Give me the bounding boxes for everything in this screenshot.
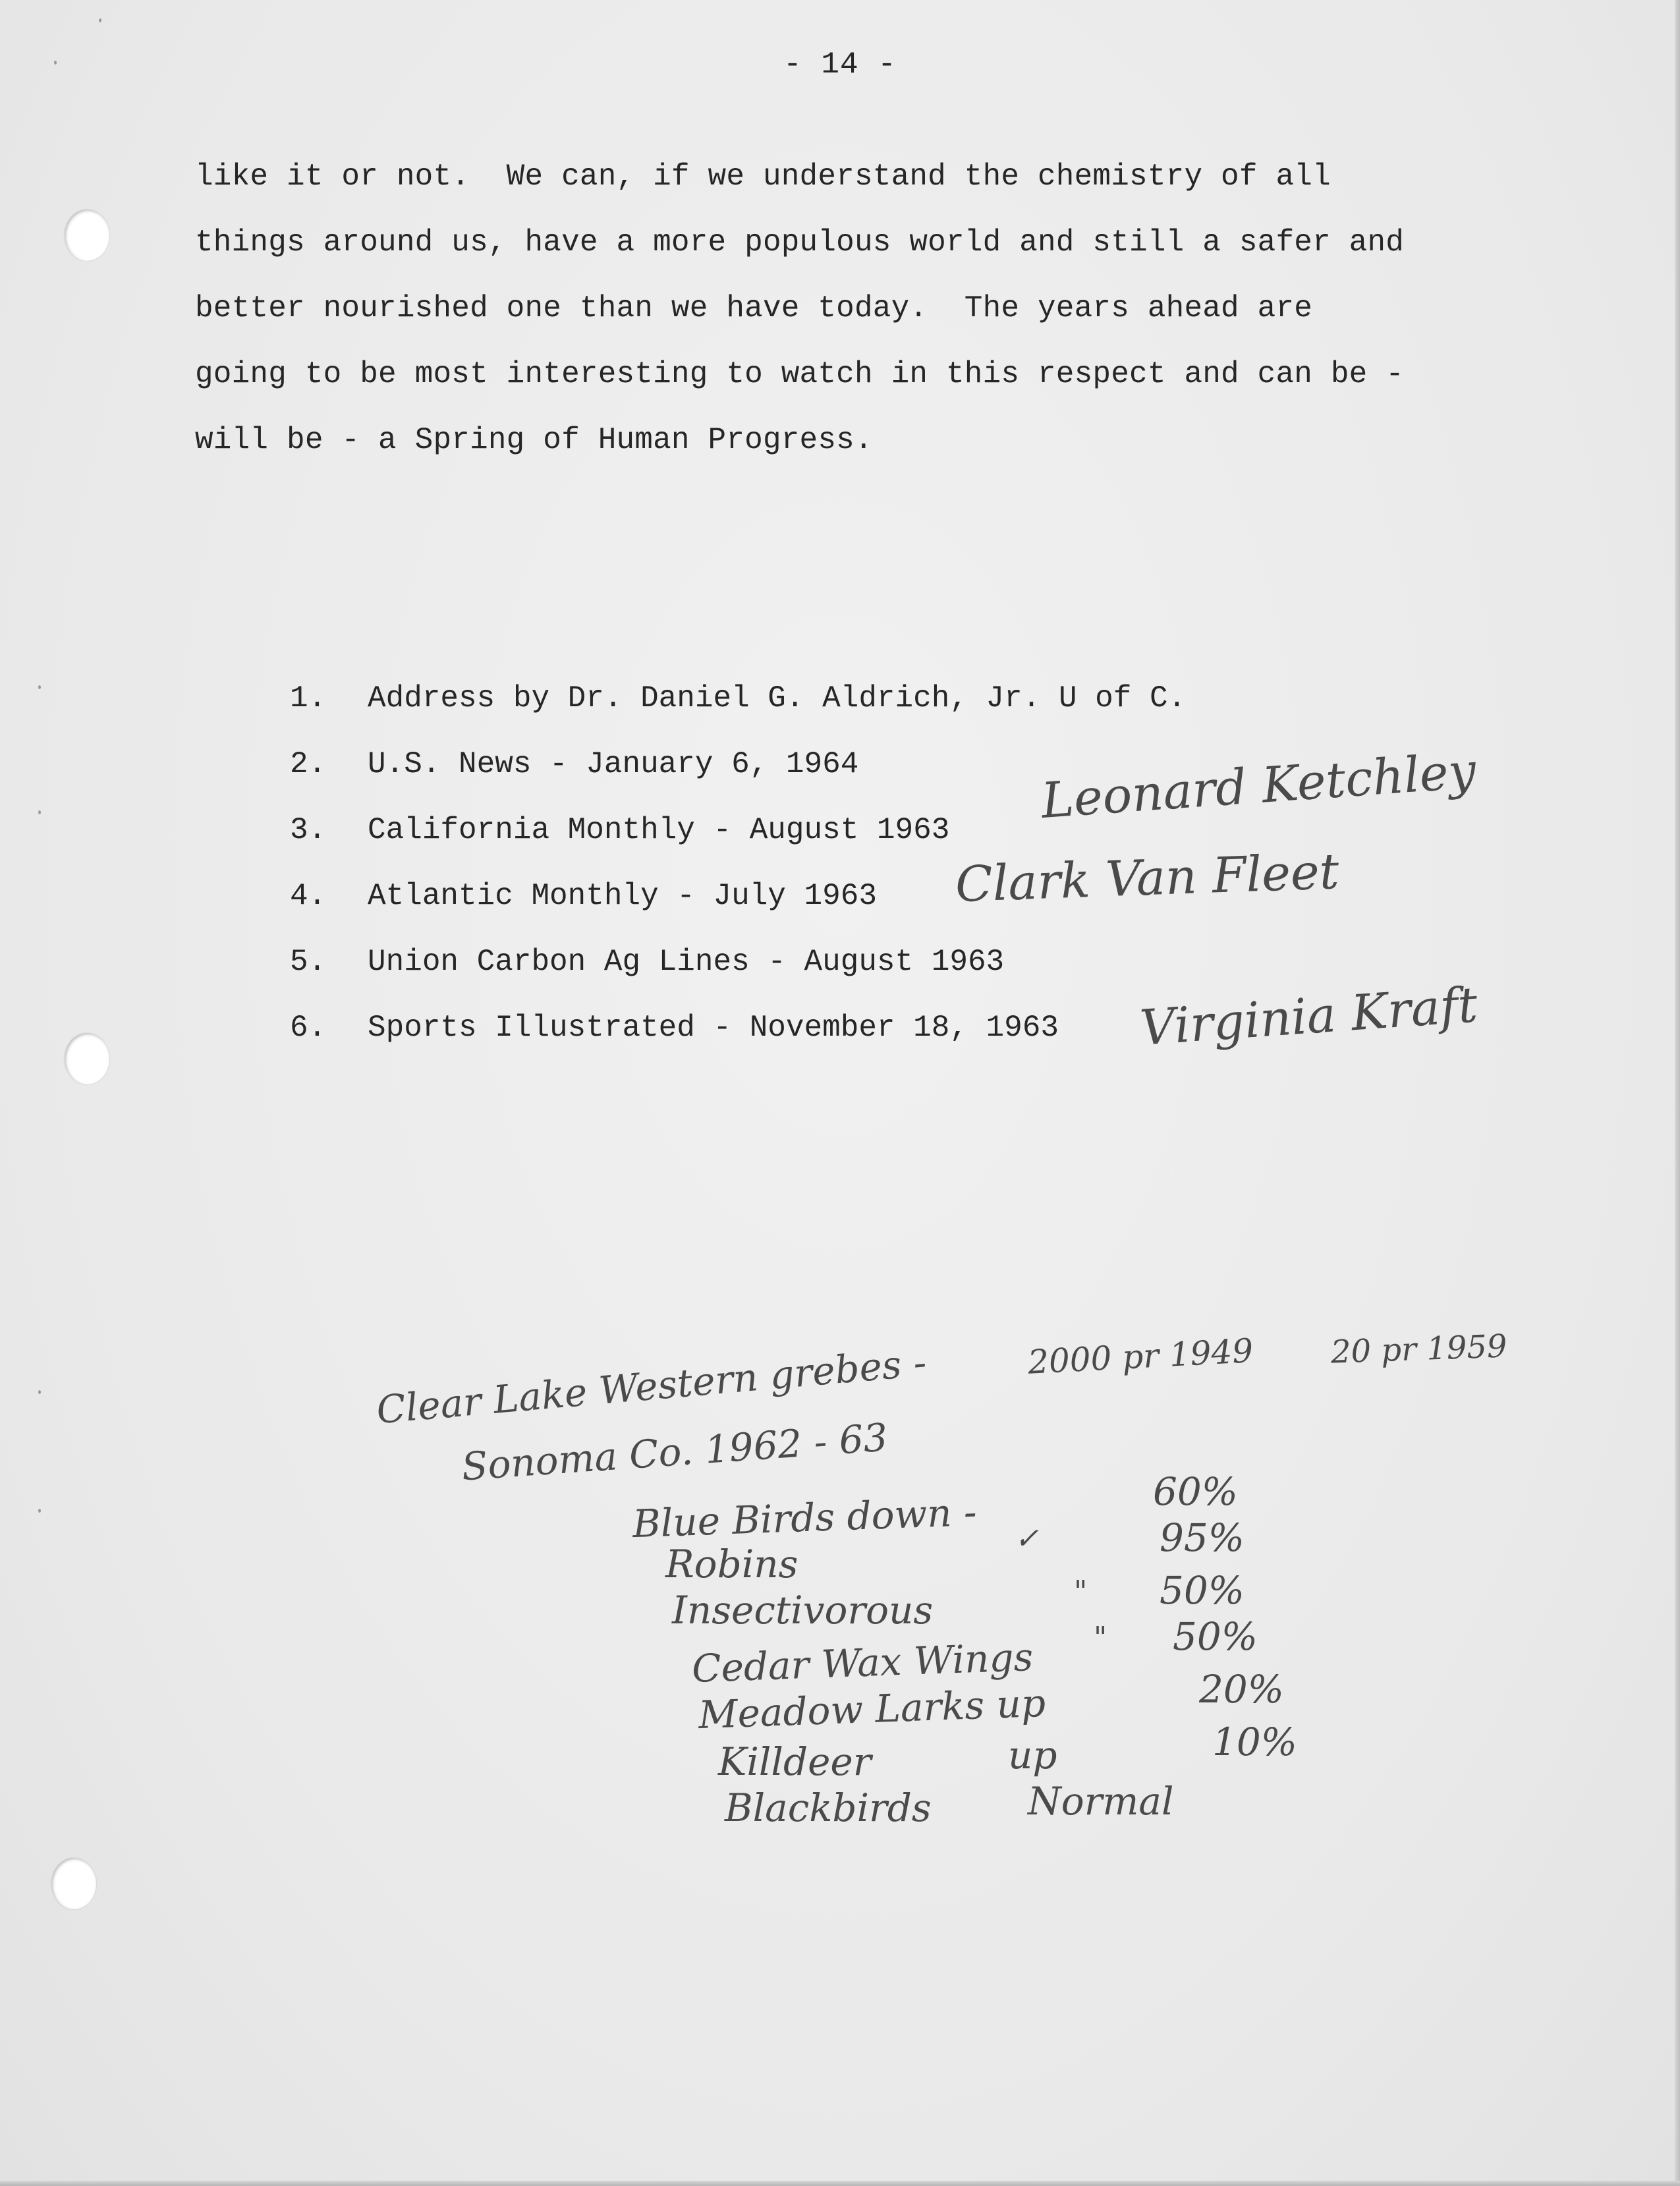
- handwritten-bird-value: 20%: [1199, 1667, 1284, 1712]
- paragraph-line: will be - a Spring of Human Progress.: [195, 423, 873, 457]
- paragraph-line: like it or not. We can, if we understand the chemistry of all: [195, 159, 1331, 194]
- handwritten-bird-mark: Normal: [1028, 1779, 1174, 1824]
- body-paragraph: [195, 144, 1513, 473]
- handwritten-bird-name: Robins: [665, 1542, 798, 1586]
- handwritten-bird-value: 10%: [1212, 1720, 1297, 1764]
- handwritten-bird-mark: ": [1094, 1621, 1107, 1654]
- reference-number: 5.: [290, 945, 327, 979]
- handwritten-bird-value: 60%: [1153, 1469, 1238, 1514]
- handwritten-bird-value: 50%: [1160, 1568, 1245, 1613]
- handwritten-bird-mark: up: [1008, 1733, 1057, 1778]
- reference-item: [290, 665, 1186, 731]
- page-edge-right: [1675, 0, 1680, 2186]
- punch-hole-top: [65, 210, 109, 261]
- page-number: - 14 -: [783, 47, 897, 82]
- paper-speck: [38, 1509, 41, 1513]
- handwritten-count-1949: 2000 pr 1949: [1026, 1331, 1254, 1382]
- punch-hole-middle: [65, 1033, 109, 1084]
- handwritten-bird-name: Killdeer: [718, 1739, 872, 1784]
- reference-number: 4.: [290, 879, 327, 913]
- reference-number: 3.: [290, 813, 327, 847]
- handwritten-note-line2: Sonoma Co. 1962 - 63: [460, 1415, 889, 1490]
- handwritten-name-ref4: Clark Van Fleet: [954, 843, 1340, 914]
- paragraph-line: better nourished one than we have today. The years ahead are: [195, 291, 1313, 325]
- paper-speck: [38, 1390, 41, 1394]
- reference-number: 2.: [290, 747, 327, 781]
- reference-text: Atlantic Monthly - July 1963: [368, 879, 877, 913]
- reference-text: Union Carbon Ag Lines - August 1963: [368, 945, 1005, 979]
- handwritten-bird-name: Insectivorous: [672, 1588, 934, 1633]
- handwritten-bird-mark: ✓: [1015, 1522, 1039, 1555]
- page-edge-bottom: [0, 2181, 1680, 2186]
- handwritten-name-ref6: Virginia Kraft: [1138, 976, 1480, 1057]
- paragraph-line: going to be most interesting to watch in this respect and can be -: [195, 357, 1405, 391]
- handwritten-bird-name: Meadow Larks up: [697, 1680, 1047, 1738]
- reference-number: 1.: [290, 681, 327, 715]
- reference-text: California Monthly - August 1963: [368, 813, 950, 847]
- reference-text: Address by Dr. Daniel G. Aldrich, Jr. U of C.: [368, 681, 1187, 715]
- handwritten-bird-mark: ": [1074, 1575, 1088, 1608]
- punch-hole-bottom: [51, 1858, 96, 1909]
- reference-number: 6.: [290, 1011, 327, 1045]
- handwritten-bird-name: Blackbirds: [725, 1785, 932, 1830]
- handwritten-bird-value: 50%: [1173, 1614, 1258, 1659]
- paper-speck: [99, 18, 101, 22]
- handwritten-bird-name: Cedar Wax Wings: [690, 1634, 1034, 1692]
- handwritten-name-ref3: Leonard Ketchley: [1039, 743, 1478, 829]
- handwritten-count-1959: 20 pr 1959: [1330, 1328, 1508, 1371]
- paper-speck: [38, 685, 41, 689]
- reference-item: [290, 995, 1186, 1061]
- handwritten-bird-name: Blue Birds down -: [631, 1489, 978, 1547]
- handwritten-note-line1: Clear Lake Western grebes -: [374, 1339, 928, 1433]
- reference-item: [290, 929, 1186, 995]
- handwritten-bird-value: 95%: [1160, 1515, 1245, 1560]
- reference-text: U.S. News - January 6, 1964: [368, 747, 859, 781]
- paper-speck: [38, 810, 41, 814]
- reference-text: Sports Illustrated - November 18, 1963: [368, 1011, 1059, 1045]
- paragraph-line: things around us, have a more populous world and still a safer and: [195, 225, 1405, 260]
